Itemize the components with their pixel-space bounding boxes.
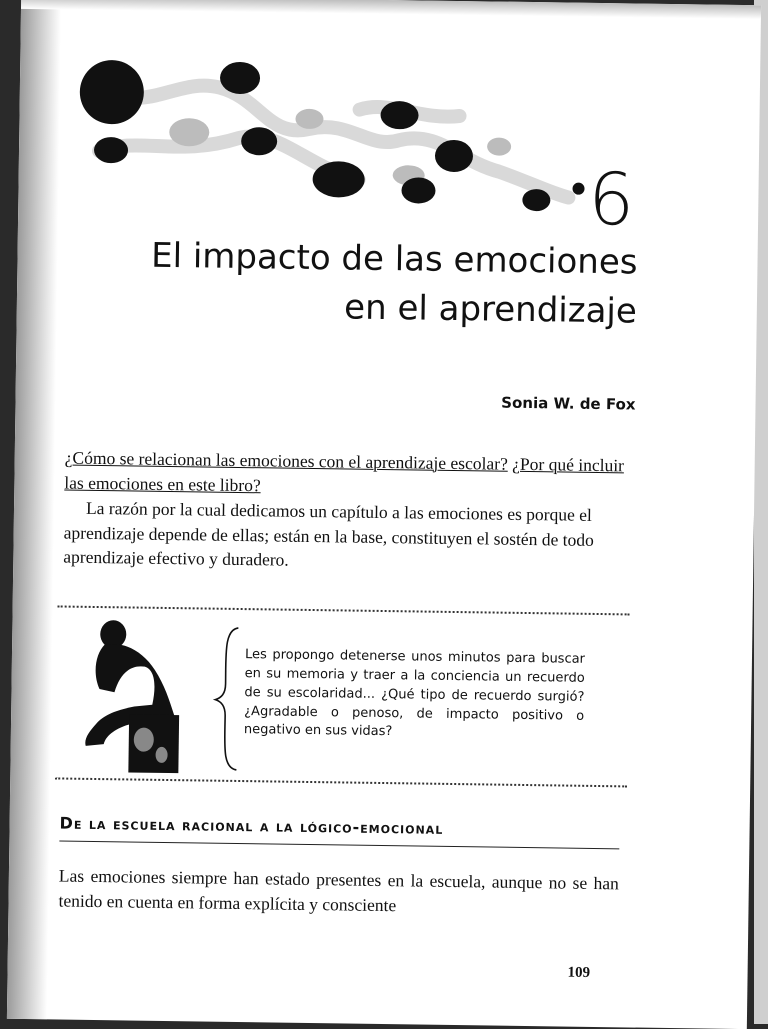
intro-paragraph <box>63 446 645 578</box>
chapter-title-line-1: El impacto de las emociones <box>150 235 638 283</box>
page-number: 109 <box>567 964 591 981</box>
reflection-box <box>55 605 629 787</box>
intro-body-text: La razón por la cual dedicamos un capítulo a las emociones es porque el aprendizaje depende de ellas; están en la base, constituyen el sostén de todo aprendizaje efectivo y duradero. <box>63 497 594 571</box>
reflection-text: Les propongo detenerse unos minutos para buscar en su memoria y traer a la conciencia un recuerdo de su escolaridad... ¿Qué tipo de recuerdo surgió? ¿Agradable o penoso, de impacto positivo o negativo en sus vidas? <box>243 647 586 740</box>
page-gutter-shadow <box>7 0 61 1019</box>
decorative-molecule-graphic <box>58 35 621 243</box>
chapter-title-line-2: en el aprendizaje <box>343 287 638 332</box>
chapter-title <box>117 231 638 337</box>
curly-brace-icon <box>210 624 242 774</box>
section-body-text: Las emociones siempre han estado presentes en la escuela, aunque no se han tenido en cuenta en forma explícita y consciente <box>58 865 619 916</box>
chapter-number: 6 <box>587 156 635 242</box>
section-heading: De la escuela racional a la lógico-emocional <box>59 814 619 850</box>
intro-question-2: ¿Por qué incluir las emociones en este libro? <box>64 453 625 496</box>
page-top-shadow <box>21 0 761 19</box>
chapter-author: Sonia W. de Fox <box>501 393 636 414</box>
book-page <box>7 0 761 1029</box>
intro-question-1: ¿Cómo se relacionan las emociones con el aprendizaje escolar? <box>64 447 508 474</box>
thinker-statue-icon <box>73 614 185 776</box>
